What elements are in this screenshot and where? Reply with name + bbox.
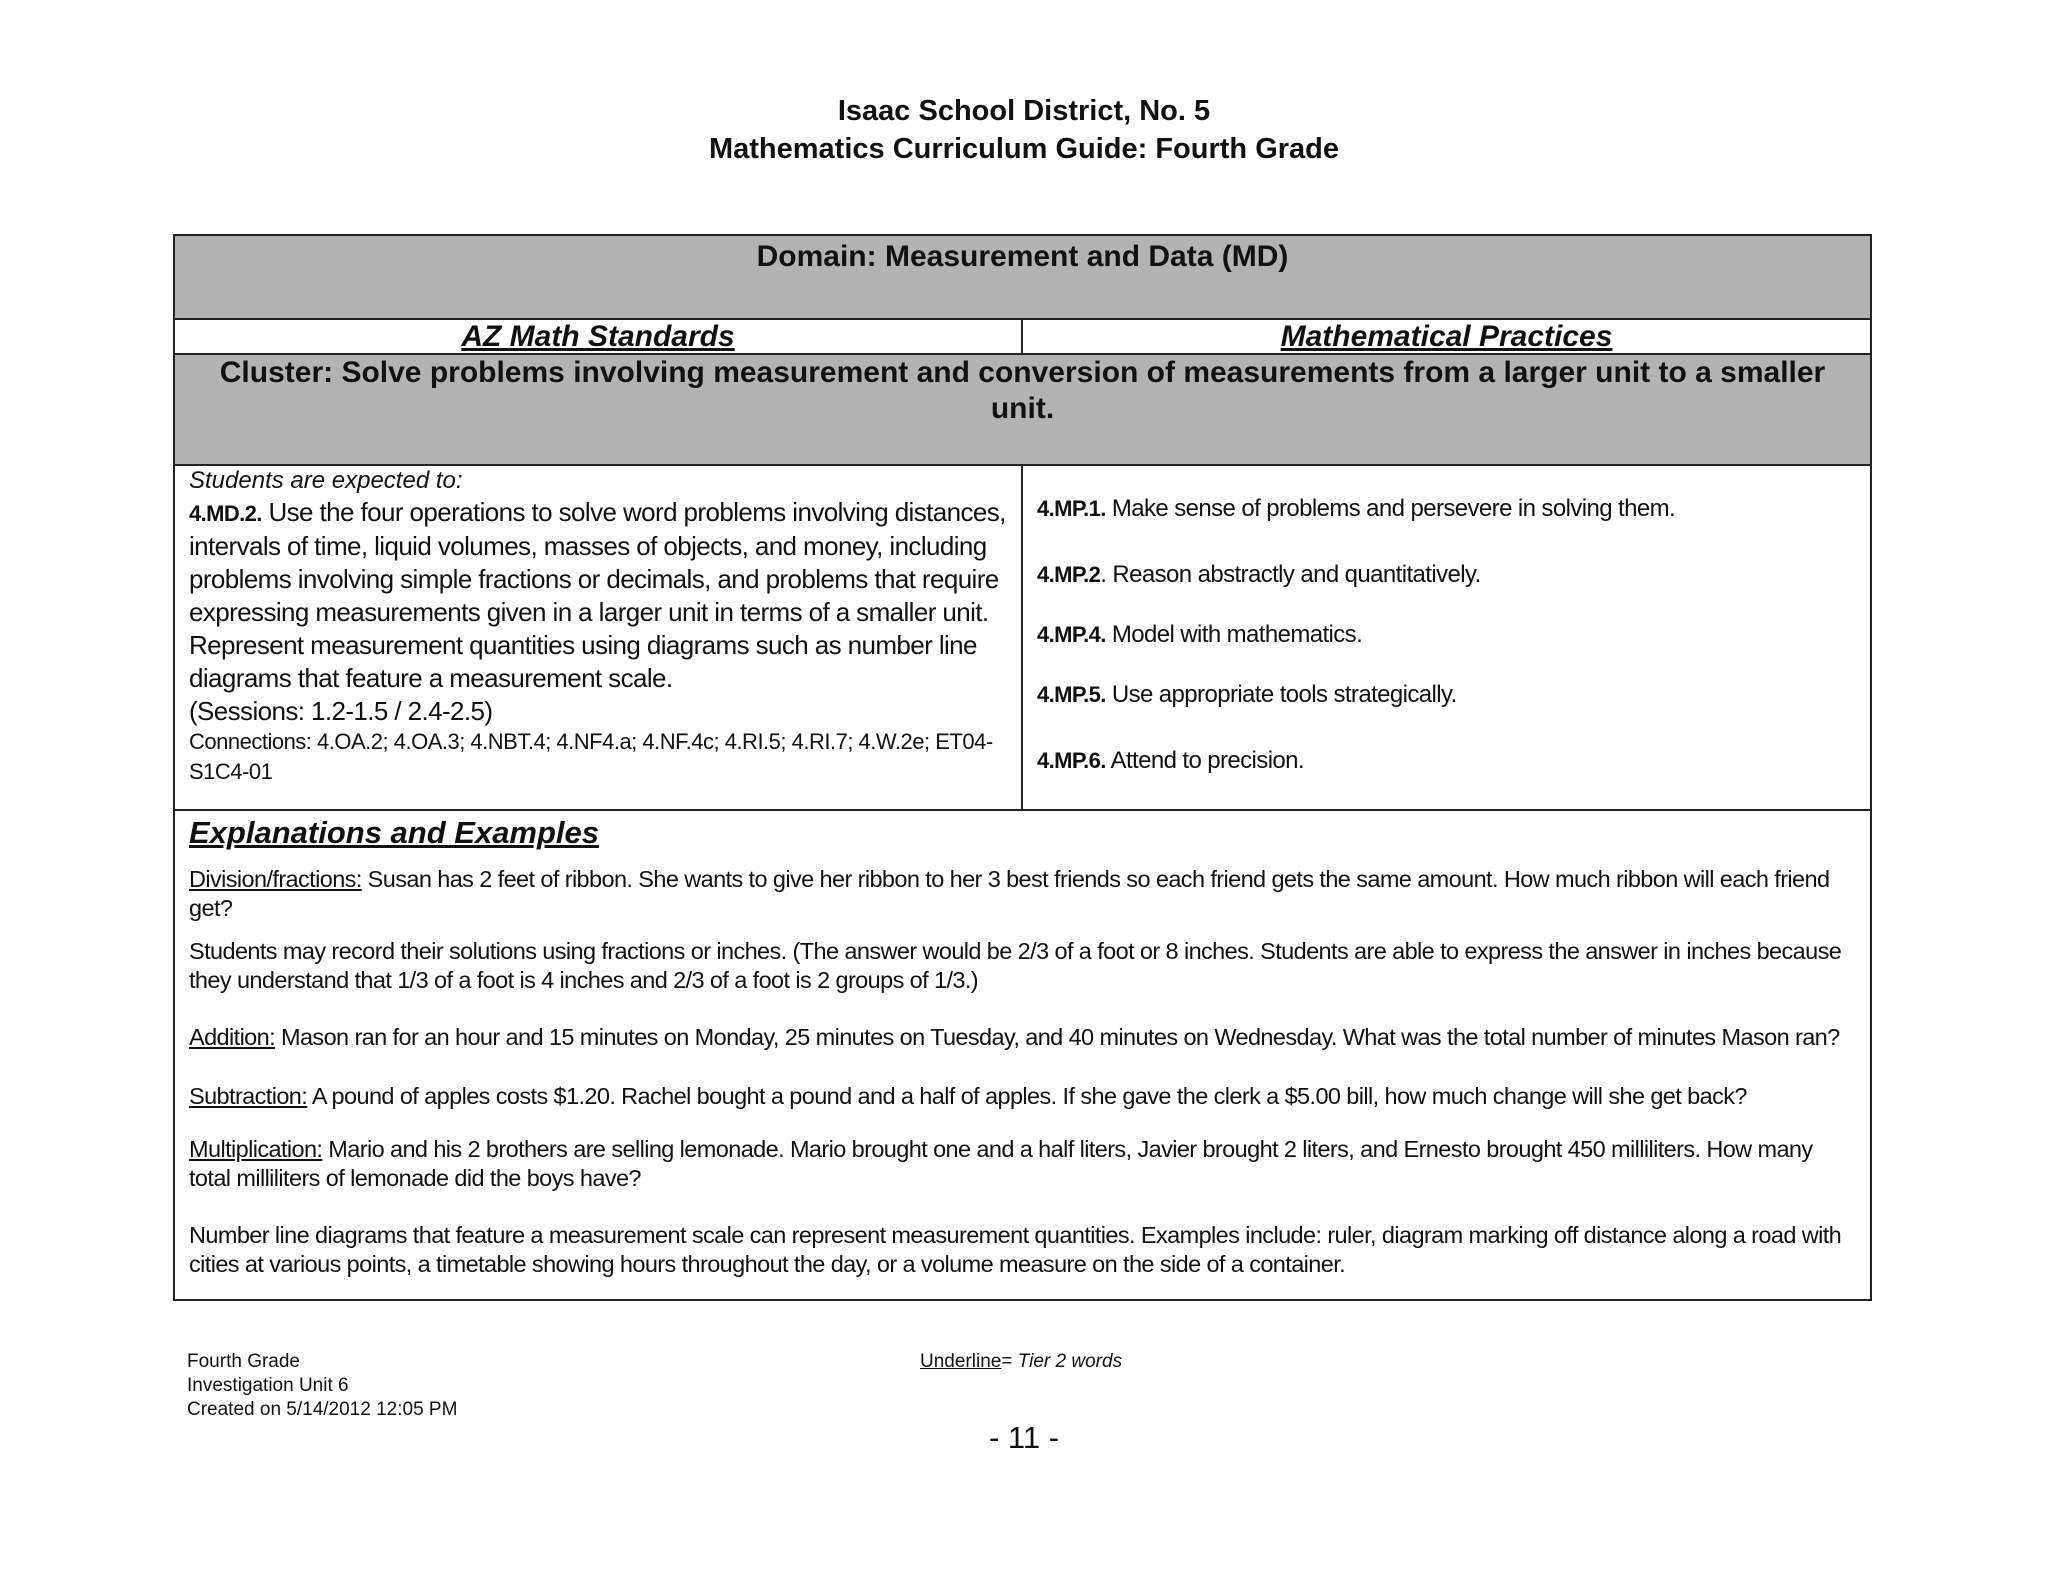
standard-code: 4.MD.2. [189,501,262,526]
expected-lead: Students are expected to: [189,467,463,494]
addition-example [189,1023,1856,1052]
connections-text: Connections: 4.OA.2; 4.OA.3; 4.NBT.4; 4.NF4.a; 4.NF.4c; 4.RI.5; 4.RI.7; 4.W.2e; ET04-S1C4-01 [189,729,993,784]
az-standards-heading: AZ Math Standards [174,319,1022,354]
practice-code: 4.MP.5. [1037,682,1106,707]
explanations-title: Explanations and Examples [189,815,600,850]
document-header [0,92,2048,168]
footer-unit: Investigation Unit 6 [187,1375,349,1396]
practice-text: Use appropriate tools strategically. [1111,681,1457,708]
curriculum-table [173,234,1872,1301]
division-text: Susan has 2 feet of ribbon. She wants to give her ribbon to her 3 best friends so each friend gets the same amount. How much ribbon will each friend get? [189,866,1830,921]
domain-heading: Domain: Measurement and Data (MD) [174,235,1871,319]
practice-item [1037,620,1856,650]
standard-text [189,496,1007,695]
practice-code: 4.MP.1. [1037,496,1106,521]
division-label: Division/fractions: [189,866,362,892]
numberline-explanation: Number line diagrams that feature a measurement scale can represent measurement quantities. Examples include: ruler, diagram marking off distance along a road with cities at various points, a timetable showing hours throughout the day, or a volume measure on the side of a container. [189,1222,1842,1277]
math-practices-heading: Mathematical Practices [1022,319,1871,354]
practice-code: 4.MP.2 [1037,562,1101,587]
legend-equals: = [1001,1351,1018,1372]
footer-legend [920,1350,1122,1374]
practice-text: . Reason abstractly and quantitatively. [1100,561,1481,588]
subtraction-label: Subtraction: [189,1083,308,1109]
multiplication-label: Multiplication: [189,1136,323,1162]
practice-item [1037,746,1856,776]
practice-item [1037,560,1856,590]
page-number: - 11 - [988,1420,1060,1455]
practice-code: 4.MP.6. [1037,748,1106,773]
standard-description: Use the four operations to solve word problems involving distances, intervals of time, liquid volumes, masses of objects, and money, including problems involving simple fractions or decimals, and problems that require expressing measurements given in a larger unit in terms of a smaller unit. Represent measurement quantities using diagrams such as number line diagrams that feature a measurement scale. [189,497,1006,693]
explanations-cell [174,810,1871,1300]
footer-info [187,1350,457,1422]
subtraction-example [189,1082,1856,1111]
standards-cell [174,465,1022,810]
record-explanation: Students may record their solutions using fractions or inches. (The answer would be 2/3 of a foot or 8 inches. Students are able to express the answer in inches because they understand that 1/3 of a foot is 4 inches and 2/3 of a foot is 2 groups of 1/3.) [189,938,1842,993]
practice-text: Model with mathematics. [1111,621,1363,648]
addition-label: Addition: [189,1024,276,1050]
practice-code: 4.MP.4. [1037,622,1106,647]
guide-title: Mathematics Curriculum Guide: Fourth Grade [708,133,1340,165]
footer-grade: Fourth Grade [187,1351,300,1372]
practice-item [1037,680,1856,710]
division-example [189,865,1856,923]
practices-cell [1022,465,1871,810]
multiplication-text: Mario and his 2 brothers are selling lemonade. Mario brought one and a half liters, Javier brought 2 liters, and Ernesto brought 450 milliliters. How many total milliliters of lemonade did the boys have? [189,1136,1813,1191]
legend-tier: Tier 2 words [1017,1351,1123,1372]
multiplication-example [189,1135,1856,1193]
district-title: Isaac School District, No. 5 [837,95,1211,127]
footer-created: Created on 5/14/2012 12:05 PM [187,1399,458,1420]
sessions-text: (Sessions: 1.2-1.5 / 2.4-2.5) [189,696,493,726]
subtraction-text: A pound of apples costs $1.20. Rachel bought a pound and a half of apples. If she gave the clerk a $5.00 bill, how much change will she get back? [307,1083,1747,1109]
cluster-heading: Cluster: Solve problems involving measurement and conversion of measurements from a larger unit to a smaller unit. [174,354,1871,465]
legend-underline: Underline [920,1351,1002,1372]
practice-item [1037,494,1856,524]
practice-text: Attend to precision. [1110,747,1304,774]
practice-text: Make sense of problems and persevere in solving them. [1111,495,1676,522]
addition-text: Mason ran for an hour and 15 minutes on Monday, 25 minutes on Tuesday, and 40 minutes on Wednesday. What was the total number of minutes Mason ran? [275,1024,1840,1050]
